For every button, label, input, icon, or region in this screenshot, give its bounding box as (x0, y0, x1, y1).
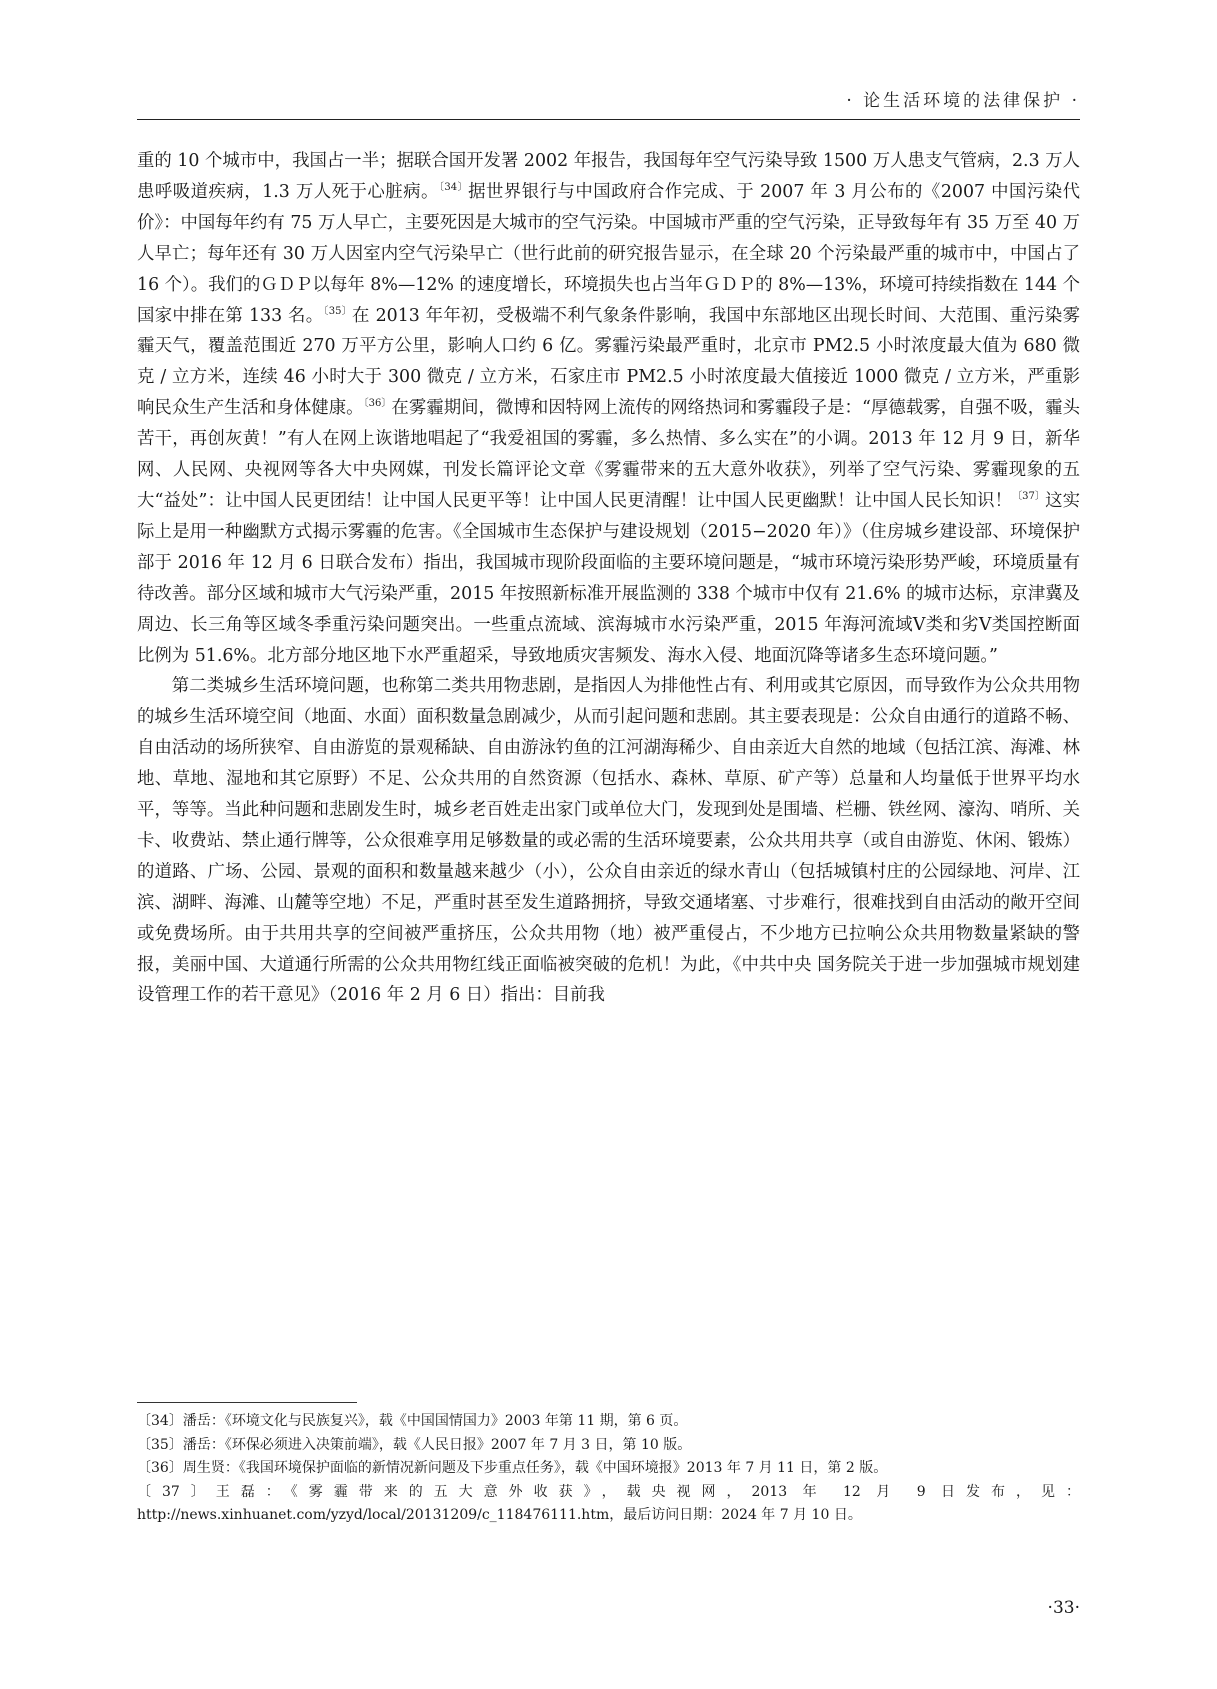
footnote-rule (137, 1402, 357, 1403)
page-number: ·33· (1047, 1598, 1080, 1618)
text-run: 据世界银行与中国政府合作完成、于 2007 年 3 月公布的《2007 中国污染代价》：中国每年约有 75 万人早亡，主要死因是大城市的空气污染。中国城市严重的空气污染，正导致每年有 35 万至 40 万人早亡；每年还有 30 万人因室内空气污染早亡（世行此前的研究报告显示，在全球 20 个污染最严重的城市中，中国占了 16 个）。我们的ＧＤＰ以每年 8%—12% 的速度增长，环境损失也占当年ＧＤＰ的 8%—13%，环境可持续指数在 144 个国家中排在第 133 名。 (137, 181, 1081, 326)
footnotes (137, 1410, 1080, 1528)
footnote-ref-34[interactable]: 〔34〕 (438, 182, 469, 194)
text-run: 重的 10 个城市中，我国占一半；据联合国开发署 2002 年报告，我国每年空气污染导致 1500 万人患支气管病，2.3 万人患呼吸道疾病，1.3 万人死于心脏病。 (137, 151, 1080, 202)
running-header: · 论生活环境的法律保护 · (846, 91, 1080, 111)
paragraph (137, 671, 1080, 1011)
footnote-ref-37[interactable]: 〔37〕 (1012, 491, 1046, 503)
header-rule (137, 119, 1080, 120)
footnote-34: 〔34〕潘岳：《环境文化与民族复兴》，载《中国国情国力》2003 年第 11 期，第 6 页。 (137, 1413, 688, 1429)
text-run: 在雾霾期间，微博和因特网上流传的网络热词和雾霾段子是：“厚德载雾，自强不吸，霾头苦干，再创灰黄！”有人在网上诙谐地唱起了“我爱祖国的雾霾，多么热情、多么实在”的小调。2013 年 12 月 9 日，新华网、人民网、央视网等各大中央网媒，刊发长篇评论文章《雾霾带来的五大意外收获》，列举了空气污染、雾霾现象的五大“益处”：让中国人民更团结！让中国人民更平等！让中国人民更清醒！让中国人民更幽默！让中国人民长知识！ (137, 398, 1080, 511)
text-run: 这实际上是用一种幽默方式揭示雾霾的危害。《全国城市生态保护与建设规划（2015−2020 年）》（住房城乡建设部、环境保护部于 2016 年 12 月 6 日联合发布）指出，我国城市现阶段面临的主要环境问题是，“城市环境污染形势严峻，环境质量有待改善。部分区域和城市大气污染严重，2015 年按照新标准开展监测的 338 个城市中仅有 21.6% 的城市达标，京津冀及周边、长三角等区域冬季重污染问题突出。一些重点流域、滨海城市水污染严重，2015 年海河流域Ⅴ类和劣Ⅴ类国控断面比例为 51.6%。北方部分地区地下水严重超采，导致地质灾害频发、海水入侵、地面沉降等诸多生态环境问题。” (137, 490, 1080, 666)
footnote-ref-36[interactable]: 〔36〕 (363, 398, 392, 410)
footnote-35: 〔35〕潘岳：《环保必须进入决策前端》，载《人民日报》2007 年 7 月 3 日，第 10 版。 (137, 1436, 692, 1453)
footnote-36: 〔36〕周生贤：《我国环境保护面临的新情况新问题及下步重点任务》，载《中国环境报》2013 年 7 月 11 日，第 2 版。 (137, 1460, 888, 1476)
footnote-ref-35[interactable]: 〔35〕 (323, 305, 353, 317)
text-run: 在 2013 年年初，受极端不利气象条件影响，我国中东部地区出现长时间、大范围、重污染雾霾天气，覆盖范围近 270 万平方公里，影响人口约 6 亿。雾霾污染最严重时，北京市 PM2.5 小时浓度最大值为 680 微克 / 立方米，连续 46 小时大于 300 微克 / 立方米，石家庄市 PM2.5 小时浓度最大值接近 1000 微克 / 立方米，严重影响民众生产生活和身体健康。 (137, 305, 1080, 419)
paragraph (137, 146, 1080, 671)
footnote-37: 〔37〕王磊：《雾霾带来的五大意外收获》，载央视网，2013 年 12 月 9 日发布，见：http://news.xinhuanet.com/yzyd/local/20131209/c_118476111.htm，最后访问日期：2024 年 7 月 10 日。 (137, 1483, 1080, 1523)
body-text (137, 146, 1080, 1011)
text-run: 第二类城乡生活环境问题，也称第二类共用物悲剧，是指因人为排他性占有、利用或其它原因，而导致作为公众共用物的城乡生活环境空间（地面、水面）面积数量急剧减少，从而引起问题和悲剧。其主要表现是：公众自由通行的道路不畅、自由活动的场所狭窄、自由游览的景观稀缺、自由游泳钓鱼的江河湖海稀少、自由亲近大自然的地域（包括江滨、海滩、林地、草地、湿地和其它原野）不足、公众共用的自然资源（包括水、森林、草原、矿产等）总量和人均量低于世界平均水平，等等。当此种问题和悲剧发生时，城乡老百姓走出家门或单位大门，发现到处是围墙、栏栅、铁丝网、濠沟、哨所、关卡、收费站、禁止通行牌等，公众很难享用足够数量的或必需的生活环境要素，公众共用共享（或自由游览、休闲、锻炼）的道路、广场、公园、景观的面积和数量越来越少（小），公众自由亲近的绿水青山（包括城镇村庄的公园绿地、河岸、江滨、湖畔、海滩、山麓等空地）不足，严重时甚至发生道路拥挤，导致交通堵塞、寸步难行，很难找到自由活动的敞开空间或免费场所。由于共用共享的空间被严重挤压，公众共用物（地）被严重侵占，不少地方已拉响公众共用物数量紧缺的警报，美丽中国、大道通行所需的公众共用物红线正面临被突破的危机！为此，《中共中央 国务院关于进一步加强城市规划建设管理工作的若干意见》（2016 年 2 月 6 日）指出：目前我 (137, 676, 1080, 1006)
